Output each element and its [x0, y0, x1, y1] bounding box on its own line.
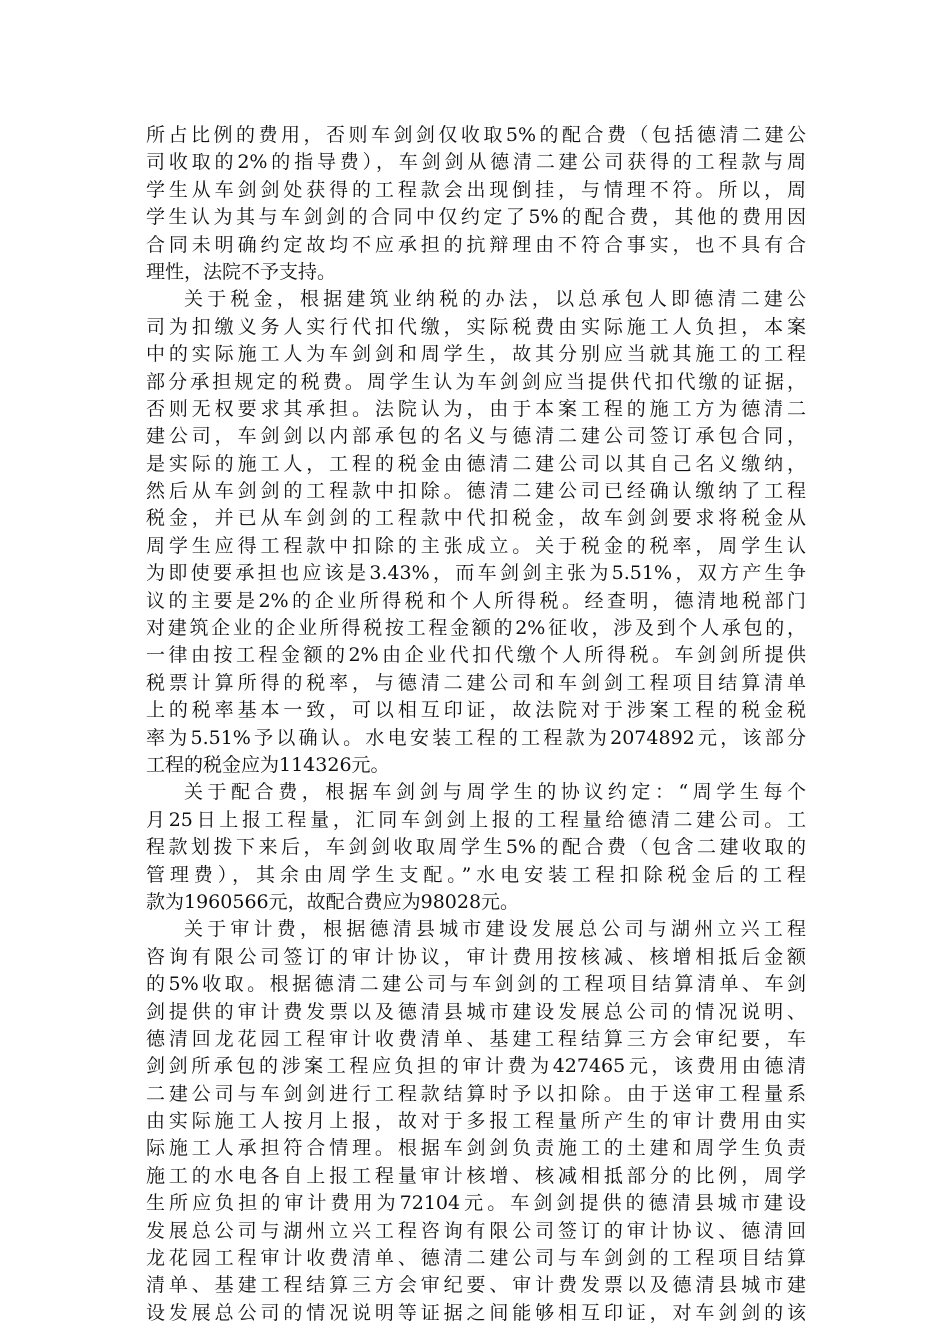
text-line: [146, 588, 806, 615]
text-line-content: 周学生应得工程款中扣除的主张成立。关于税金的税率，周学生认: [146, 534, 806, 557]
text-line-content: 一律由按工程金额的2%由企业代扣代缴个人所得税。车剑剑所提供: [146, 644, 806, 667]
text-line-content: 关于配合费，根据车剑剑与周学生的协议约定：“周学生每个: [184, 781, 806, 804]
text-line-content: 率为5.51%予以确认。水电安装工程的工程款为2074892元，该部分: [146, 726, 806, 749]
text-line-content: 司为扣缴义务人实行代扣代缴，实际税费由实际施工人负担，本案: [146, 315, 806, 338]
text-line: [146, 1272, 806, 1299]
text-line: [146, 204, 806, 231]
text-line-content: 税金，并已从车剑剑的工程款中代扣税金，故车剑剑要求将税金从: [146, 507, 806, 530]
text-line: [146, 1218, 806, 1245]
text-line-content: 合同未明确约定故均不应承担的抗辩理由不符合事实，也不具有合: [146, 233, 806, 256]
text-line: [146, 944, 806, 971]
text-line: [146, 1300, 806, 1327]
text-line: [146, 834, 806, 861]
text-line: [146, 369, 806, 396]
text-line: [146, 286, 806, 313]
text-line-content: 款为1960566元，故配合费应为98028元。: [146, 890, 520, 913]
text-line-content: 学生认为其与车剑剑的合同中仅约定了5%的配合费，其他的费用因: [146, 206, 806, 229]
text-line-content: 管理费），其余由周学生支配。”水电安装工程扣除税金后的工程: [146, 863, 806, 886]
text-line: [146, 1026, 806, 1053]
text-line-content: 发展总公司与湖州立兴工程咨询有限公司签订的审计协议、德清回: [146, 1219, 806, 1242]
text-line: [146, 396, 806, 423]
text-line-content: 二建公司与车剑剑进行工程款结算时予以扣除。由于送审工程量系: [146, 1082, 806, 1105]
text-line: [146, 642, 806, 669]
text-line: [146, 259, 806, 286]
text-line-content: 剑提供的审计费发票以及德清县城市建设发展总公司的情况说明、: [146, 1000, 806, 1023]
text-line: [146, 889, 806, 916]
text-line-content: 工程的税金应为114326元。: [146, 753, 390, 776]
text-line-content: 司收取的2%的指导费），车剑剑从德清二建公司获得的工程款与周: [146, 151, 806, 174]
text-line-content: 学生从车剑剑处获得的工程款会出现倒挂，与情理不符。所以，周: [146, 178, 806, 201]
text-line-content: 否则无权要求其承担。法院认为，由于本案工程的施工方为德清二: [146, 397, 806, 420]
text-line-content: 议的主要是2%的企业所得税和个人所得税。经查明，德清地税部门: [146, 589, 806, 612]
text-line: [146, 615, 806, 642]
text-line: [146, 999, 806, 1026]
text-line-content: 龙花园工程审计收费清单、德清二建公司与车剑剑的工程项目结算: [146, 1247, 806, 1270]
text-line: [146, 1081, 806, 1108]
text-line: [146, 752, 806, 779]
text-line-content: 德清回龙花园工程审计收费清单、基建工程结算三方会审纪要，车: [146, 1027, 806, 1050]
text-line: [146, 725, 806, 752]
text-line: [146, 341, 806, 368]
text-line: [146, 533, 806, 560]
text-line-content: 理性，法院不予支持。: [146, 260, 337, 283]
text-line: [146, 779, 806, 806]
text-line-content: 咨询有限公司签订的审计协议，审计费用按核减、核增相抵后金额: [146, 945, 806, 968]
text-line-content: 中的实际施工人为车剑剑和周学生，故其分别应当就其施工的工程: [146, 343, 806, 366]
document-body: [146, 122, 806, 1327]
text-line: [146, 560, 806, 587]
text-line-content: 的5%收取。根据德清二建公司与车剑剑的工程项目结算清单、车剑: [146, 973, 806, 996]
text-line-content: 所占比例的费用，否则车剑剑仅收取5%的配合费（包括德清二建公: [146, 124, 806, 146]
text-line: [146, 670, 806, 697]
text-line-content: 由实际施工人按月上报，故对于多报工程量所产生的审计费用由实: [146, 1110, 806, 1133]
text-line: [146, 505, 806, 532]
text-line-content: 施工的水电各自上报工程量审计核增、核减相抵部分的比例，周学: [146, 1164, 806, 1187]
text-line: [146, 807, 806, 834]
text-line: [146, 478, 806, 505]
text-line: [146, 1245, 806, 1272]
text-line: [146, 1135, 806, 1162]
text-line: [146, 697, 806, 724]
text-line: [146, 423, 806, 450]
text-line-content: 为即使要承担也应该是3.43%，而车剑剑主张为5.51%，双方产生争: [146, 562, 806, 585]
text-line-content: 清单、基建工程结算三方会审纪要、审计费发票以及德清县城市建: [146, 1274, 806, 1297]
text-line-content: 设发展总公司的情况说明等证据之间能够相互印证，对车剑剑的该: [146, 1301, 806, 1324]
text-line: [146, 122, 806, 149]
text-line: [146, 451, 806, 478]
text-line: [146, 1108, 806, 1135]
text-line-content: 部分承担规定的税费。周学生认为车剑剑应当提供代扣代缴的证据，: [146, 370, 806, 393]
text-line: [146, 314, 806, 341]
text-line: [146, 1190, 806, 1217]
text-line-content: 程款划拨下来后，车剑剑收取周学生5%的配合费（包含二建收取的: [146, 836, 806, 859]
text-line: [146, 916, 806, 943]
text-line-content: 对建筑企业的企业所得税按工程金额的2%征收，涉及到个人承包的，: [146, 617, 806, 640]
text-line-content: 上的税率基本一致，可以相互印证，故法院对于涉案工程的税金税: [146, 699, 806, 722]
text-line-content: 关于审计费，根据德清县城市建设发展总公司与湖州立兴工程: [184, 918, 806, 941]
text-line-content: 际施工人承担符合情理。根据车剑剑负责施工的土建和周学生负责: [146, 1137, 806, 1160]
text-line: [146, 1053, 806, 1080]
text-line-content: 建公司，车剑剑以内部承包的名义与德清二建公司签订承包合同，: [146, 425, 806, 448]
text-line-content: 关于税金，根据建筑业纳税的办法，以总承包人即德清二建公: [184, 288, 806, 311]
text-line: [146, 971, 806, 998]
text-line: [146, 177, 806, 204]
text-line-content: 是实际的施工人，工程的税金由德清二建公司以其自己名义缴纳，: [146, 452, 806, 475]
text-line-content: 然后从车剑剑的工程款中扣除。德清二建公司已经确认缴纳了工程: [146, 480, 806, 503]
text-line-content: 生所应负担的审计费用为72104元。车剑剑提供的德清县城市建设: [146, 1192, 806, 1215]
text-line-content: 税票计算所得的税率，与德清二建公司和车剑剑工程项目结算清单: [146, 671, 806, 694]
text-line-content: 剑剑所承包的涉案工程应负担的审计费为427465元，该费用由德清: [146, 1055, 806, 1078]
text-line: [146, 149, 806, 176]
text-line: [146, 862, 806, 889]
text-line: [146, 232, 806, 259]
text-line: [146, 1163, 806, 1190]
text-line-content: 月25日上报工程量，汇同车剑剑上报的工程量给德清二建公司。工: [146, 808, 806, 831]
